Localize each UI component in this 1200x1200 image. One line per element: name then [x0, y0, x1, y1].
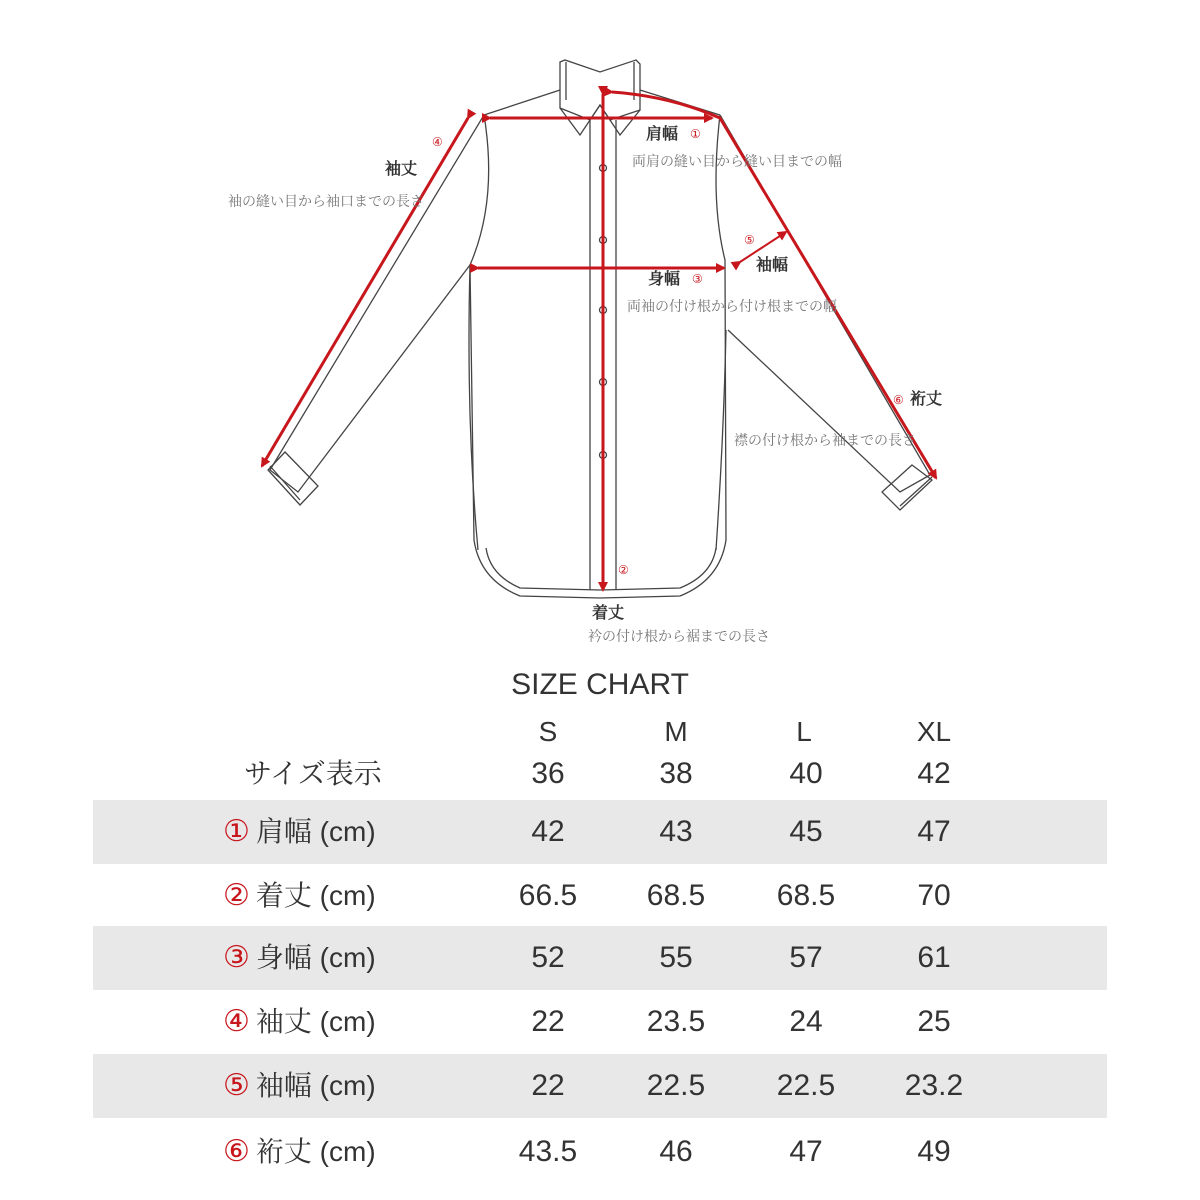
- table-cell: 22.5: [646, 1069, 706, 1102]
- size-header-m: M: [664, 716, 688, 747]
- sleeve-arrow: [262, 118, 468, 466]
- size-chart-title: SIZE CHART: [511, 668, 689, 701]
- table-cell: 55: [659, 941, 693, 974]
- sleeve-width-title: 袖幅: [756, 255, 789, 274]
- shoulder-num: ①: [690, 127, 701, 141]
- shoulder-desc: 両肩の縫い目から縫い目までの幅: [632, 154, 842, 170]
- table-cell: 61: [917, 941, 951, 974]
- table-row-sleeve-width: [93, 1054, 1107, 1118]
- table-cell: 22: [531, 1069, 565, 1102]
- row-label-text: 袖丈 (cm): [255, 1006, 376, 1037]
- sleeve-num: ④: [432, 135, 443, 149]
- table-row-length: [93, 864, 1107, 928]
- size-display-value: 42: [917, 757, 951, 790]
- table-cell: 24: [789, 1005, 823, 1038]
- row-number: ③: [223, 941, 250, 974]
- size-display-value: 36: [531, 757, 565, 790]
- table-cell: 57: [789, 941, 823, 974]
- table-cell: 23.5: [646, 1005, 706, 1038]
- sleeve-width-num: ⑤: [744, 233, 755, 247]
- row-label-text: 肩幅 (cm): [255, 816, 376, 847]
- chest-num: ③: [692, 272, 703, 286]
- shirt-outline: [268, 60, 932, 598]
- row-number: ⑥: [223, 1135, 250, 1168]
- table-cell: 68.5: [776, 879, 836, 912]
- table-cell: 52: [531, 941, 565, 974]
- length-title: 着丈: [592, 603, 625, 622]
- table-cell: 22: [531, 1005, 565, 1038]
- table-cell: 25: [917, 1005, 951, 1038]
- table-cell: 43.5: [518, 1135, 578, 1168]
- table-cell: 47: [917, 815, 951, 848]
- size-header-l: L: [796, 716, 812, 747]
- table-cell: 49: [917, 1135, 951, 1168]
- row-label: [223, 800, 376, 864]
- row-number: ①: [223, 815, 250, 848]
- row-label-text: 身幅 (cm): [255, 942, 376, 973]
- size-header-s: S: [538, 716, 558, 747]
- row-number: ②: [223, 879, 250, 912]
- table-cell: 43: [659, 815, 693, 848]
- size-header-xl: XL: [916, 716, 952, 747]
- table-cell: 68.5: [646, 879, 706, 912]
- table-row-sleeve: [93, 990, 1107, 1054]
- table-cell: 42: [531, 815, 565, 848]
- table-cell: 22.5: [776, 1069, 836, 1102]
- row-label: [223, 864, 376, 928]
- shoulder-title: 肩幅: [646, 124, 679, 143]
- yuki-num: ⑥: [893, 393, 904, 407]
- row-number: ⑤: [223, 1069, 250, 1102]
- row-label-text: 裄丈 (cm): [255, 1136, 376, 1167]
- table-cell: 47: [789, 1135, 823, 1168]
- chest-desc: 両袖の付け根から付け根までの幅: [627, 299, 837, 315]
- sleeve-desc: 袖の縫い目から袖口までの長さ: [228, 194, 424, 210]
- size-display-label: サイズ表示: [244, 758, 382, 789]
- row-label: [223, 1120, 376, 1184]
- sleeve-title: 袖丈: [385, 159, 418, 178]
- table-row-shoulder: [93, 800, 1107, 864]
- length-desc: 衿の付け根から裾までの長さ: [588, 629, 770, 645]
- row-label-text: 袖幅 (cm): [255, 1070, 376, 1101]
- table-cell: 45: [789, 815, 823, 848]
- table-cell: 66.5: [518, 879, 578, 912]
- chest-title: 身幅: [648, 269, 681, 288]
- row-label: [223, 1054, 376, 1118]
- row-label-text: 着丈 (cm): [255, 880, 376, 911]
- size-display-value: 38: [659, 757, 693, 790]
- yuki-title: 裄丈: [910, 389, 943, 408]
- yuki-desc: 襟の付け根から袖までの長さ: [734, 433, 916, 449]
- table-cell: 70: [917, 879, 951, 912]
- row-number: ④: [223, 1005, 250, 1038]
- row-label: [223, 990, 376, 1054]
- table-row-chest: [93, 926, 1107, 990]
- table-row-yuki: [93, 1120, 1107, 1184]
- length-num: ②: [618, 563, 629, 577]
- table-cell: 46: [659, 1135, 693, 1168]
- size-display-value: 40: [789, 757, 823, 790]
- table-cell: 23.2: [904, 1069, 964, 1102]
- row-label: [223, 926, 376, 990]
